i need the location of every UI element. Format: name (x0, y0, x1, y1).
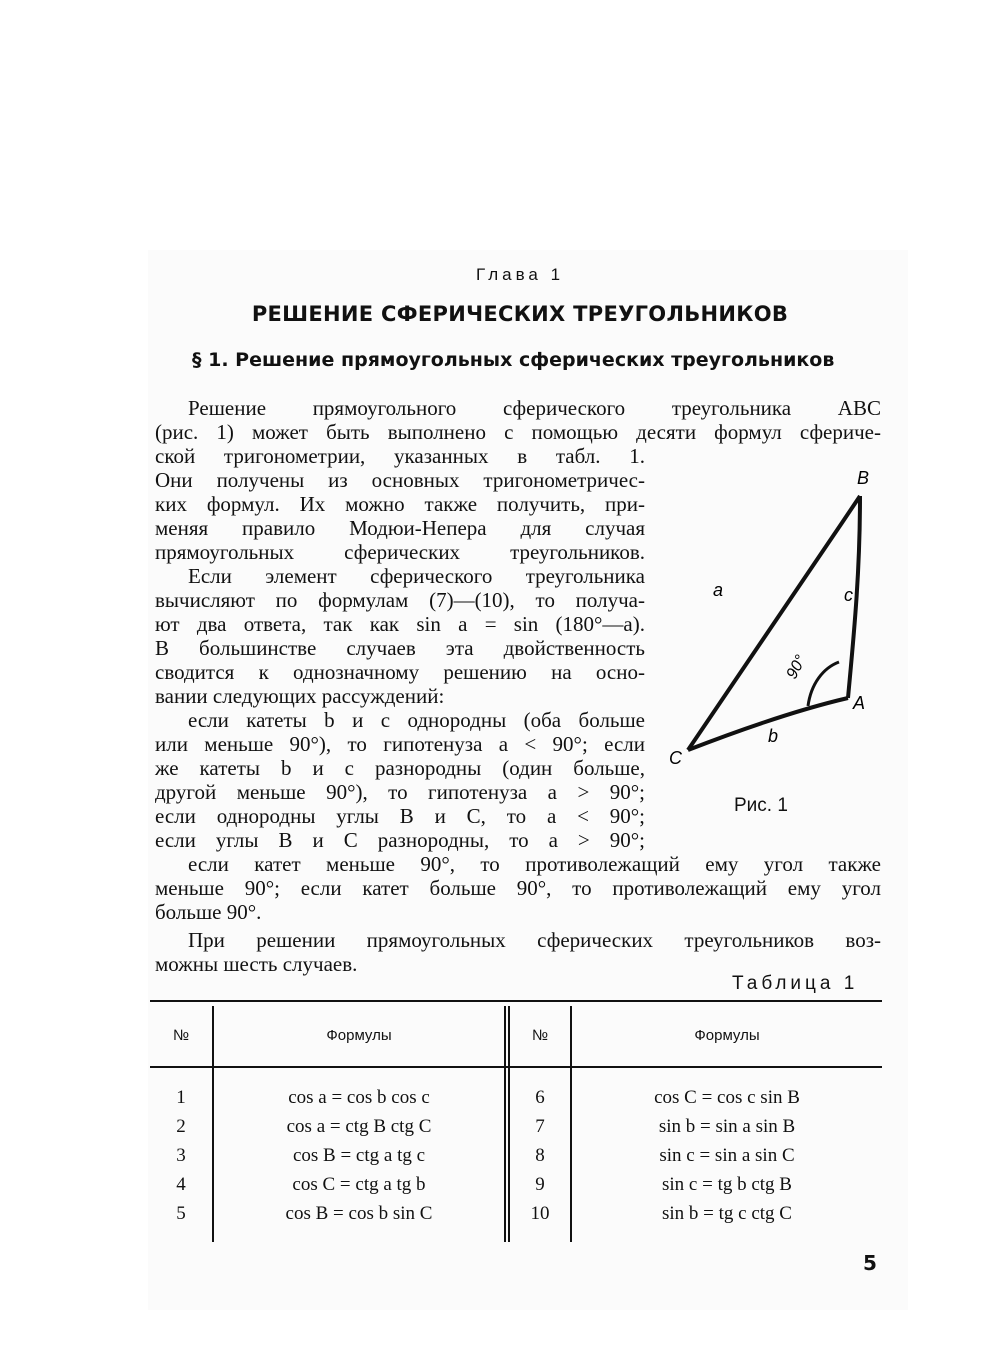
row-number: 1 (176, 1087, 186, 1108)
side-label-c: c (844, 585, 853, 605)
text-line: больше 90°. (155, 900, 262, 924)
text-line: В большинстве случаев эта двойственность (155, 636, 645, 660)
formula: cos C = cos c sin B (654, 1087, 800, 1108)
formula: sin c = sin a sin C (659, 1145, 795, 1166)
formula: sin b = tg c ctg C (662, 1203, 792, 1224)
formula: cos B = cos b sin C (285, 1203, 433, 1224)
section-heading: § 1. Решение прямоугольных сферических треугольников (192, 349, 835, 371)
angle-label: 90° (783, 652, 810, 682)
text-line: или меньше 90°), то гипотенуза a < 90°; если (155, 732, 645, 756)
row-number: 4 (176, 1174, 186, 1195)
text-line: (рис. 1) может быть выполнено с помощью десяти формул сфериче- (155, 420, 881, 444)
text-line: меняя правило Модюи-Непера для случая (155, 516, 645, 540)
row-number: 8 (535, 1145, 545, 1166)
row-number: 6 (535, 1087, 545, 1108)
header-number-2: № (531, 1027, 549, 1044)
text-line: ких формул. Их можно также получить, при- (155, 492, 645, 516)
formula: cos C = ctg a tg b (292, 1174, 426, 1195)
text-line: При решении прямоугольных сферических треугольников воз- (188, 928, 881, 952)
vertex-label-c: C (669, 748, 682, 768)
text-line: Если элемент сферического треугольника (188, 564, 645, 588)
text-line: если катет меньше 90°, то противолежащий ему угол также (188, 852, 881, 876)
text-line: вычисляют по формулам (7)—(10), то получа- (155, 588, 645, 612)
text-line: ют два ответа, так как sin a = sin (180°—a). (155, 612, 645, 636)
text-line: можны шесть случаев. (155, 952, 358, 976)
column-divider (504, 1006, 506, 1242)
text-line: если катеты b и c однородны (оба больше (188, 708, 645, 732)
text-line: прямоугольных сферических треугольников. (155, 540, 645, 564)
formula: cos B = ctg a tg c (292, 1145, 426, 1166)
row-number: 7 (535, 1116, 545, 1137)
header-formulas-1: Формулы (326, 1027, 392, 1044)
text-line: сводится к однозначному решению на осно- (155, 660, 645, 684)
row-number: 9 (535, 1174, 545, 1195)
spherical-triangle-figure (655, 458, 885, 778)
arc-a (688, 496, 860, 750)
text-line: же катеты b и c разнородны (один больше, (155, 756, 645, 780)
table-caption: Таблица 1 (732, 973, 859, 994)
table-header-rule (150, 1066, 882, 1068)
side-label-b: b (768, 726, 779, 746)
text-line: Решение прямоугольного сферического треугольника ABC (188, 396, 881, 420)
formula: sin b = sin a sin B (658, 1116, 796, 1137)
side-label-a: a (713, 580, 724, 600)
table-top-rule (150, 1000, 882, 1002)
figure-caption: Рис. 1 (734, 795, 788, 816)
vertex-label-b: B (857, 468, 870, 488)
formula: cos a = ctg B ctg C (286, 1116, 432, 1137)
text-line: если углы B и C разнородны, то a > 90°; (155, 828, 645, 852)
chapter-heading: Глава 1 (475, 265, 565, 284)
row-number: 10 (530, 1203, 550, 1224)
text-line: меньше 90°; если катет больше 90°, то противолежащий ему угол (155, 876, 881, 900)
header-formulas-2: Формулы (694, 1027, 760, 1044)
text-line: ской тригонометрии, указанных в табл. 1. (155, 444, 645, 468)
formula: sin c = tg b ctg B (662, 1174, 792, 1195)
text-line: если однородны углы B и C, то a < 90°; (155, 804, 645, 828)
row-number: 5 (176, 1203, 186, 1224)
text-line: Они получены из основных тригонометричес- (155, 468, 645, 492)
vertex-label-a: A (853, 693, 866, 713)
row-number: 3 (176, 1145, 186, 1166)
text-line: другой меньше 90°), то гипотенуза a > 90°; (155, 780, 645, 804)
page-number: 5 (863, 1251, 877, 1275)
formula-table (150, 1000, 882, 1250)
chapter-title: РЕШЕНИЕ СФЕРИЧЕСКИХ ТРЕУГОЛЬНИКОВ (251, 302, 789, 326)
row-number: 2 (176, 1116, 186, 1137)
formula: cos a = cos b cos c (288, 1087, 430, 1108)
text-line: вании следующих рассуждений: (155, 684, 445, 708)
header-number-1: № (172, 1027, 190, 1044)
